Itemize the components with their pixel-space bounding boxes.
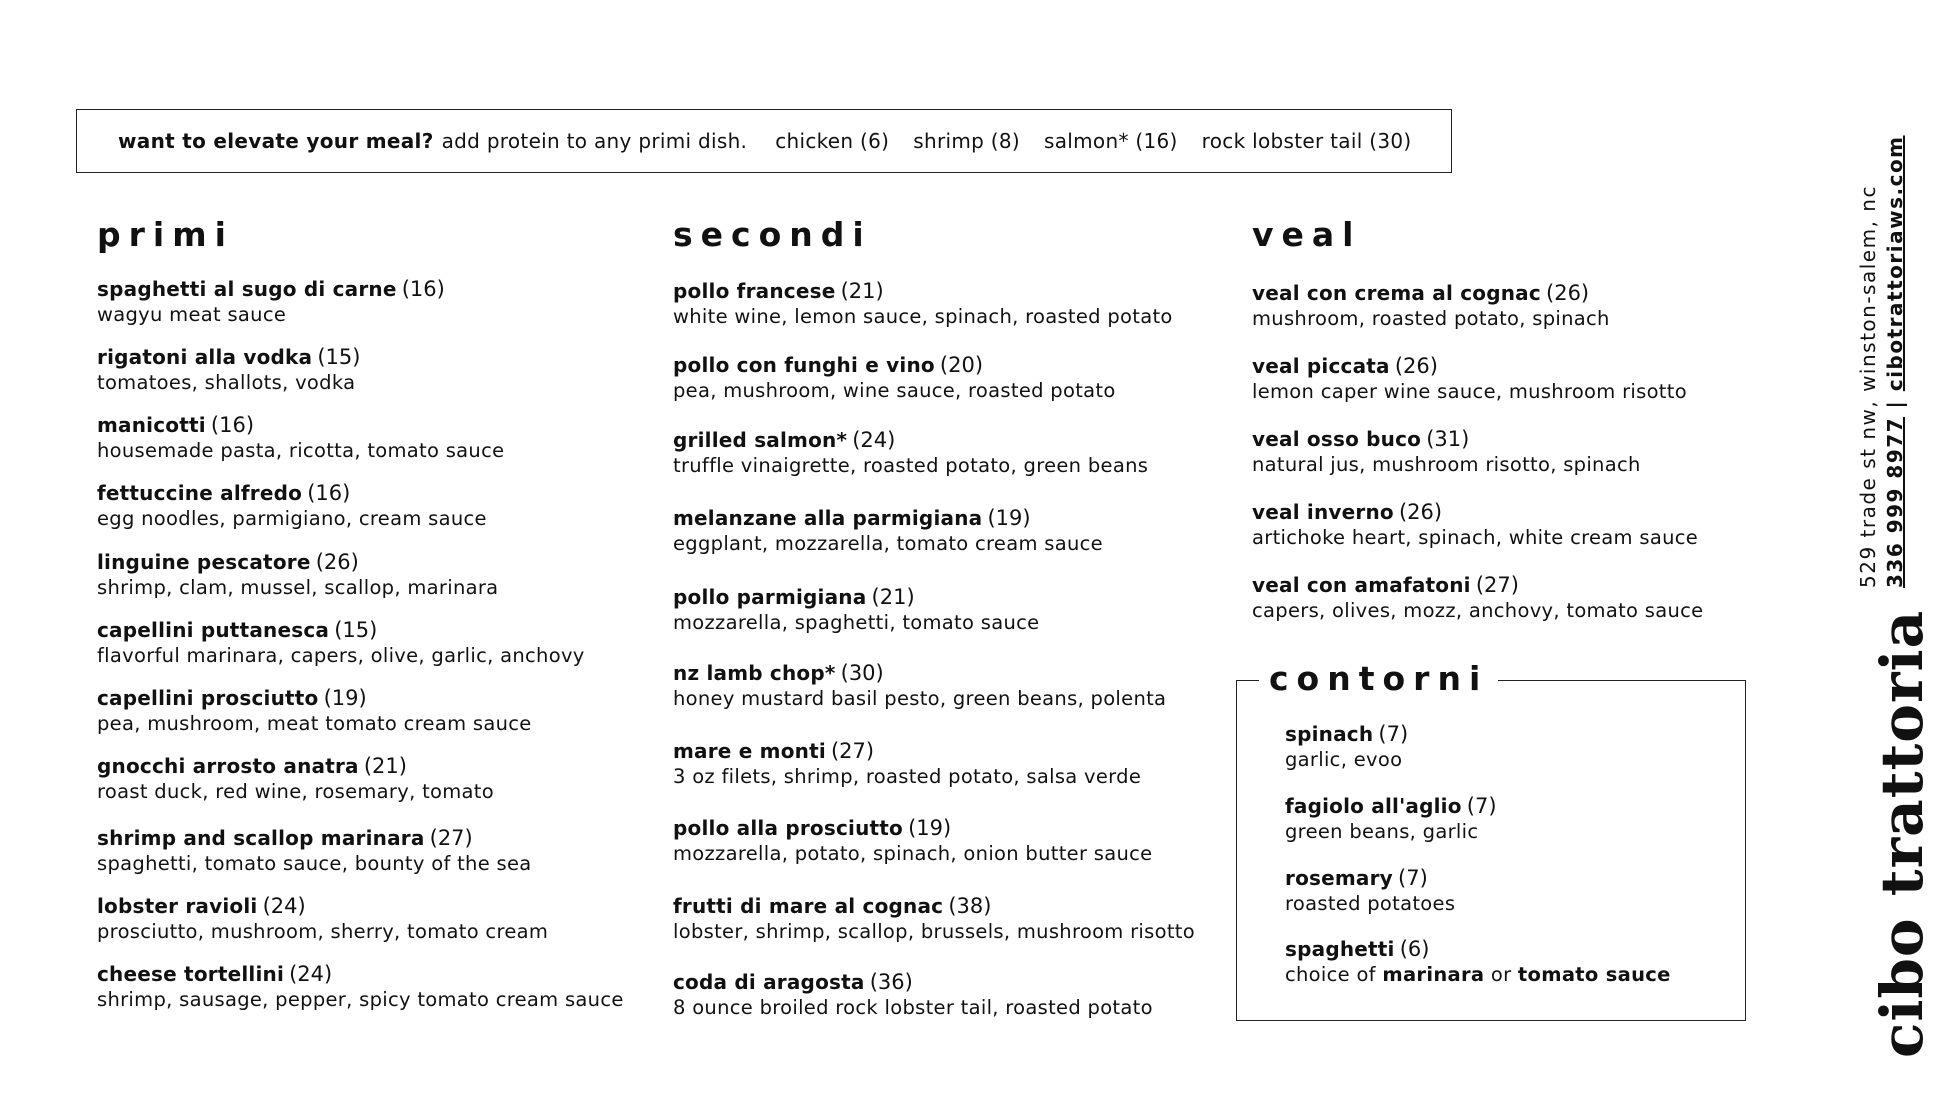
item-name: gnocchi arrosto anatra bbox=[97, 754, 359, 778]
item-name: spinach bbox=[1285, 722, 1374, 746]
menu-item bbox=[673, 506, 1103, 557]
item-name: pollo alla prosciutto bbox=[673, 816, 903, 840]
item-description: green beans, garlic bbox=[1285, 820, 1479, 843]
item-description: pea, mushroom, wine sauce, roasted potato bbox=[673, 379, 1116, 402]
secondi-section bbox=[673, 215, 1233, 1019]
item-description: spaghetti, tomato sauce, bounty of the sea bbox=[97, 852, 532, 875]
desc-prefix: choice of bbox=[1285, 963, 1376, 986]
item-name: fettuccine alfredo bbox=[97, 481, 303, 505]
section-heading-secondi: secondi bbox=[673, 215, 872, 254]
item-name: pollo con funghi e vino bbox=[673, 353, 935, 377]
phone-link[interactable]: 336 999 8977 bbox=[1883, 416, 1907, 588]
item-name: grilled salmon* bbox=[673, 428, 848, 452]
menu-item bbox=[1252, 573, 1703, 624]
item-description: wagyu meat sauce bbox=[97, 303, 287, 326]
item-name: pollo parmigiana bbox=[673, 585, 867, 609]
item-price: (15) bbox=[317, 345, 361, 369]
item-price: (21) bbox=[871, 585, 915, 609]
item-description: eggplant, mozzarella, tomato cream sauce bbox=[673, 532, 1103, 555]
item-description: egg noodles, parmigiano, cream sauce bbox=[97, 507, 487, 530]
item-description: 3 oz filets, shrimp, roasted potato, salsa verde bbox=[673, 765, 1142, 788]
item-name: veal con amafatoni bbox=[1252, 573, 1471, 597]
item-description: honey mustard basil pesto, green beans, polenta bbox=[673, 687, 1167, 710]
item-name: fagiolo all'aglio bbox=[1285, 794, 1462, 818]
section-heading-contorni: contorni bbox=[1259, 659, 1498, 699]
banner-subtext: add protein to any primi dish. bbox=[441, 129, 748, 153]
separator: | bbox=[1883, 399, 1907, 409]
item-name: pollo francese bbox=[673, 279, 836, 303]
menu-item bbox=[673, 661, 1166, 712]
menu-item bbox=[1252, 427, 1641, 478]
item-name: cheese tortellini bbox=[97, 962, 285, 986]
menu-item bbox=[97, 345, 360, 396]
sauce-option: marinara bbox=[1382, 963, 1485, 986]
item-price: (16) bbox=[307, 481, 351, 505]
item-description: shrimp, sausage, pepper, spicy tomato cream sauce bbox=[97, 988, 624, 1011]
item-name: spaghetti bbox=[1285, 937, 1395, 961]
item-price: (15) bbox=[334, 618, 378, 642]
item-price: (16) bbox=[210, 413, 255, 437]
brand-logo bbox=[1868, 609, 1936, 1058]
banner-lead: want to elevate your meal? bbox=[118, 129, 434, 153]
menu-item bbox=[673, 279, 1173, 330]
protein-option: rock lobster tail (30) bbox=[1201, 129, 1412, 153]
item-description: housemade pasta, ricotta, tomato sauce bbox=[97, 439, 505, 462]
item-name: spaghetti al sugo di carne bbox=[97, 277, 397, 301]
item-name: capellini puttanesca bbox=[97, 618, 330, 642]
item-price: (26) bbox=[1398, 500, 1443, 524]
item-price: (20) bbox=[939, 353, 984, 377]
item-description: mozzarella, potato, spinach, onion butter sauce bbox=[673, 842, 1153, 865]
contact-info bbox=[1855, 135, 1909, 588]
menu-item bbox=[97, 826, 532, 877]
item-price: (7) bbox=[1466, 794, 1497, 818]
menu-item bbox=[97, 481, 487, 532]
item-price: (6) bbox=[1399, 937, 1430, 961]
veal-section bbox=[1252, 215, 1752, 622]
item-description: capers, olives, mozz, anchovy, tomato sauce bbox=[1252, 599, 1704, 622]
item-price: (27) bbox=[830, 739, 875, 763]
item-name: mare e monti bbox=[673, 739, 826, 763]
menu-item bbox=[97, 894, 548, 945]
item-price: (27) bbox=[1475, 573, 1519, 597]
protein-option: chicken (6) bbox=[775, 129, 890, 153]
menu-item bbox=[97, 277, 445, 328]
sauce-option: tomato sauce bbox=[1517, 963, 1671, 986]
item-description: white wine, lemon sauce, spinach, roasted potato bbox=[673, 305, 1173, 328]
menu-item bbox=[1252, 281, 1610, 332]
menu-item bbox=[673, 739, 1141, 790]
item-description: lobster, shrimp, scallop, brussels, mushroom risotto bbox=[673, 920, 1195, 943]
item-name: linguine pescatore bbox=[97, 550, 311, 574]
protein-banner bbox=[76, 109, 1452, 173]
item-price: (19) bbox=[987, 506, 1031, 530]
menu-item bbox=[673, 585, 1039, 636]
item-description bbox=[1285, 962, 1671, 988]
item-price: (7) bbox=[1378, 722, 1409, 746]
item-description: prosciutto, mushroom, sherry, tomato cream bbox=[97, 920, 549, 943]
item-description: roast duck, red wine, rosemary, tomato bbox=[97, 780, 494, 803]
protein-option: shrimp (8) bbox=[913, 129, 1021, 153]
menu-item bbox=[673, 970, 1153, 1021]
item-name: veal inverno bbox=[1252, 500, 1394, 524]
address: 529 trade st nw, winston-salem, nc bbox=[1856, 185, 1880, 588]
item-description: 8 ounce broiled rock lobster tail, roasted potato bbox=[673, 996, 1153, 1019]
item-price: (21) bbox=[363, 754, 407, 778]
menu-item bbox=[97, 962, 624, 1013]
menu-item bbox=[1285, 866, 1455, 917]
desc-or: or bbox=[1490, 963, 1512, 986]
contorni-section bbox=[1236, 659, 1746, 1021]
section-heading-primi: primi bbox=[97, 215, 234, 254]
menu-item bbox=[673, 816, 1152, 867]
item-price: (24) bbox=[262, 894, 306, 918]
menu-item bbox=[1252, 500, 1698, 551]
item-name: lobster ravioli bbox=[97, 894, 258, 918]
item-price: (30) bbox=[840, 661, 884, 685]
item-price: (16) bbox=[401, 277, 445, 301]
item-price: (24) bbox=[852, 428, 896, 452]
item-price: (38) bbox=[948, 894, 992, 918]
item-description: flavorful marinara, capers, olive, garlic, anchovy bbox=[97, 644, 585, 667]
item-price: (31) bbox=[1426, 427, 1470, 451]
item-price: (24) bbox=[289, 962, 333, 986]
item-description: natural jus, mushroom risotto, spinach bbox=[1252, 453, 1641, 476]
menu-item bbox=[97, 618, 585, 669]
item-name: veal piccata bbox=[1252, 354, 1390, 378]
menu-item bbox=[97, 550, 498, 601]
item-description: lemon caper wine sauce, mushroom risotto bbox=[1252, 380, 1687, 403]
item-description: mushroom, roasted potato, spinach bbox=[1252, 307, 1610, 330]
item-price: (21) bbox=[840, 279, 884, 303]
item-price: (26) bbox=[1546, 281, 1590, 305]
menu-item bbox=[1285, 794, 1497, 845]
item-name: coda di aragosta bbox=[673, 970, 865, 994]
item-name: frutti di mare al cognac bbox=[673, 894, 944, 918]
item-description: tomatoes, shallots, vodka bbox=[97, 371, 356, 394]
item-description: roasted potatoes bbox=[1285, 892, 1456, 915]
menu-item bbox=[1252, 354, 1687, 405]
item-name: rigatoni alla vodka bbox=[97, 345, 313, 369]
item-price: (26) bbox=[1394, 354, 1438, 378]
item-name: manicotti bbox=[97, 413, 206, 437]
item-name: veal osso buco bbox=[1252, 427, 1422, 451]
menu-item bbox=[673, 428, 1148, 479]
item-description: garlic, evoo bbox=[1285, 748, 1403, 771]
item-name: shrimp and scallop marinara bbox=[97, 826, 425, 850]
protein-option: salmon* (16) bbox=[1044, 129, 1178, 153]
item-price: (19) bbox=[323, 686, 367, 710]
item-description: truffle vinaigrette, roasted potato, green beans bbox=[673, 454, 1149, 477]
menu-item bbox=[97, 686, 532, 737]
menu-item bbox=[97, 413, 504, 464]
menu-item bbox=[1285, 722, 1408, 773]
item-price: (26) bbox=[315, 550, 359, 574]
menu-item bbox=[1285, 937, 1671, 988]
item-name: melanzane alla parmigiana bbox=[673, 506, 983, 530]
item-name: capellini prosciutto bbox=[97, 686, 319, 710]
item-name: veal con crema al cognac bbox=[1252, 281, 1541, 305]
item-description: artichoke heart, spinach, white cream sauce bbox=[1252, 526, 1699, 549]
item-description: mozzarella, spaghetti, tomato sauce bbox=[673, 611, 1040, 634]
item-price: (36) bbox=[869, 970, 913, 994]
restaurant-name: cibo trattoria bbox=[1868, 609, 1936, 1058]
menu-item bbox=[97, 754, 494, 805]
item-description: pea, mushroom, meat tomato cream sauce bbox=[97, 712, 532, 735]
item-price: (19) bbox=[908, 816, 952, 840]
item-price: (7) bbox=[1398, 866, 1428, 890]
contact-line bbox=[1882, 135, 1909, 588]
menu-item bbox=[673, 894, 1195, 945]
item-description: shrimp, clam, mussel, scallop, marinara bbox=[97, 576, 499, 599]
item-price: (27) bbox=[429, 826, 473, 850]
item-name: nz lamb chop* bbox=[673, 661, 836, 685]
primi-section bbox=[97, 215, 657, 1011]
item-name: rosemary bbox=[1285, 866, 1393, 890]
protein-options bbox=[775, 129, 1411, 153]
website-link[interactable]: cibotrattoriaws.com bbox=[1883, 135, 1907, 392]
menu-item bbox=[673, 353, 1116, 404]
section-heading-veal: veal bbox=[1252, 215, 1362, 254]
